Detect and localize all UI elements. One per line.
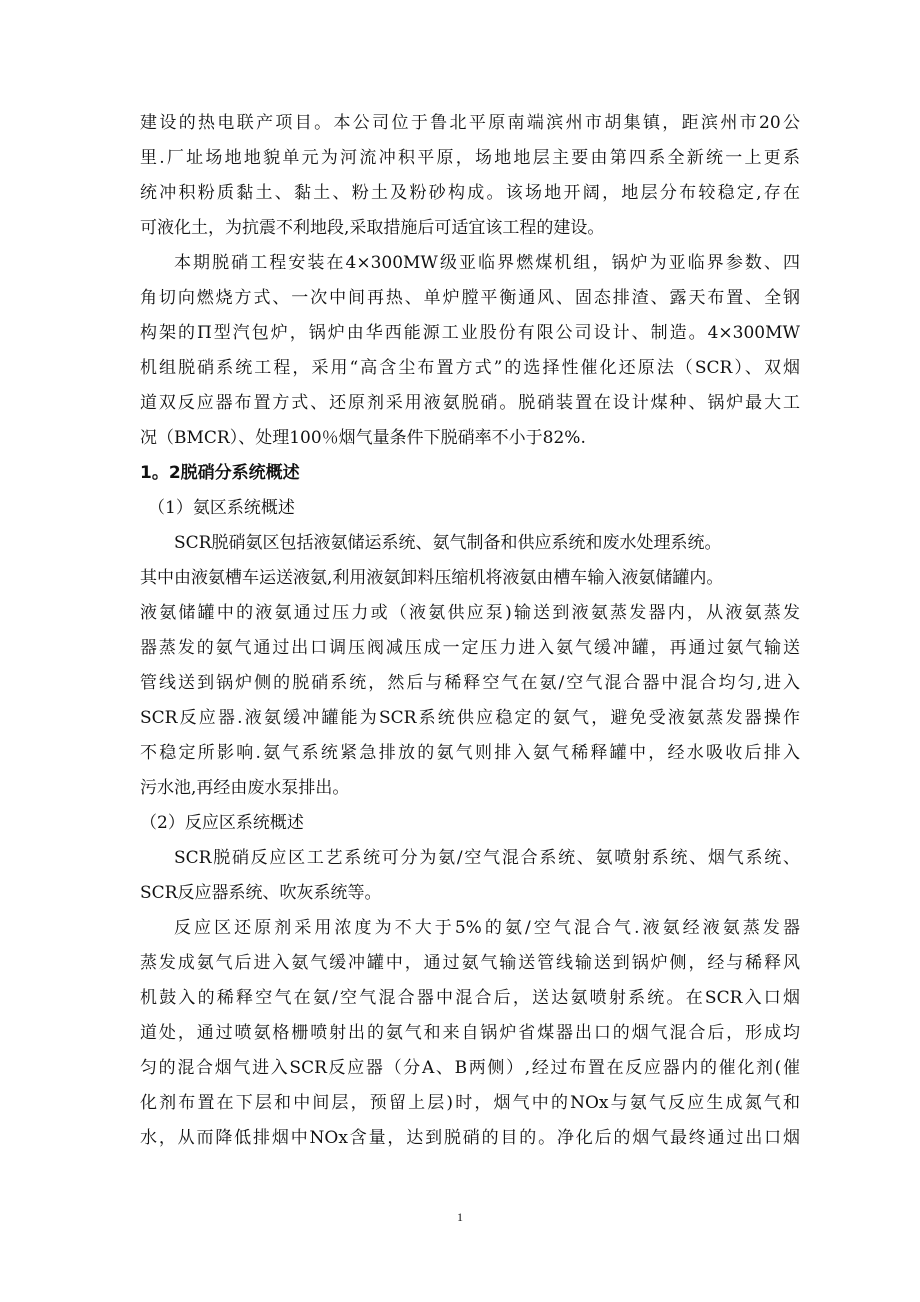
text-line: 反应区还原剂采用浓度为不大于5%的氨/空气混合气.液氨经液氨蒸发器 <box>174 918 800 938</box>
text-line: 况（BMCR）、处理100％烟气量条件下脱硝率不小于82%. <box>140 428 586 448</box>
text-line: （2）反应区系统概述 <box>140 813 304 833</box>
text-line: 构架的Π型汽包炉，锅炉由华西能源工业股份有限公司设计、制造。4×300MW <box>140 323 800 343</box>
section-heading: 1。2脱硝分系统概述 <box>140 463 300 483</box>
text-line: 本期脱硝工程安装在4×300MW级亚临界燃煤机组，锅炉为亚临界参数、四 <box>174 253 800 273</box>
text-line: 可液化土，为抗震不利地段,采取措施后可适宜该工程的建设。 <box>140 218 605 238</box>
text-line: （1）氨区系统概述 <box>148 498 295 518</box>
text-line: 建设的热电联产项目。本公司位于鲁北平原南端滨州市胡集镇，距滨州市20公 <box>140 113 800 133</box>
text-line: 水，从而降低排烟中NOx含量，达到脱硝的目的。净化后的烟气最终通过出口烟 <box>140 1128 800 1148</box>
document-body <box>140 106 800 1156</box>
page-number: 1 <box>457 1210 463 1224</box>
text-line: SCR脱硝反应区工艺系统可分为氨/空气混合系统、氨喷射系统、烟气系统、 <box>174 848 800 868</box>
text-line: 角切向燃烧方式、一次中间再热、单炉膛平衡通风、固态排渣、露天布置、全钢 <box>140 288 800 308</box>
text-line: 统冲积粉质黏土、黏土、粉土及粉砂构成。该场地开阔，地层分布较稳定,存在 <box>140 183 800 203</box>
text-line: 机组脱硝系统工程，采用“高含尘布置方式”的选择性催化还原法（SCR）、双烟 <box>140 358 800 378</box>
text-line: 化剂布置在下层和中间层，预留上层)时，烟气中的NOx与氨气反应生成氮气和 <box>140 1093 800 1113</box>
text-line: 其中由液氨槽车运送液氨,利用液氨卸料压缩机将液氨由槽车输入液氨储罐内。 <box>140 568 724 588</box>
text-line: 管线送到锅炉侧的脱硝系统，然后与稀释空气在氨/空气混合器中混合均匀,进入 <box>140 673 800 693</box>
text-line: SCR反应器.液氨缓冲罐能为SCR系统供应稳定的氨气，避免受液氨蒸发器操作 <box>140 708 800 728</box>
text-line: 道双反应器布置方式、还原剂采用液氨脱硝。脱硝装置在设计煤种、锅炉最大工 <box>140 393 800 413</box>
text-line: 机鼓入的稀释空气在氨/空气混合器中混合后，送达氨喷射系统。在SCR入口烟 <box>140 988 800 1008</box>
text-line: 液氨储罐中的液氨通过压力或（液氨供应泵)输送到液氨蒸发器内，从液氨蒸发 <box>140 603 800 623</box>
text-line: SCR反应器系统、吹灰系统等。 <box>140 883 382 903</box>
text-line: 蒸发成氨气后进入氨气缓冲罐中，通过氨气输送管线输送到锅炉侧，经与稀释风 <box>140 953 800 973</box>
text-line: 匀的混合烟气进入SCR反应器（分A、B两侧）,经过布置在反应器内的催化剂(催 <box>140 1058 800 1078</box>
text-line: 道处，通过喷氨格栅喷射出的氨气和来自锅炉省煤器出口的烟气混合后，形成均 <box>140 1023 800 1043</box>
text-line: 器蒸发的氨气通过出口调压阀减压成一定压力进入氨气缓冲罐，再通过氨气输送 <box>140 638 800 658</box>
text-line: 里.厂址场地地貌单元为河流冲积平原，场地地层主要由第四系全新统一上更系 <box>140 148 800 168</box>
text-line: 不稳定所影响.氨气系统紧急排放的氨气则排入氨气稀释罐中，经水吸收后排入 <box>140 743 800 763</box>
text-line: SCR脱硝氨区包括液氨储运系统、氨气制备和供应系统和废水处理系统。 <box>174 533 722 553</box>
text-line: 污水池,再经由废水泵排出。 <box>140 778 350 798</box>
